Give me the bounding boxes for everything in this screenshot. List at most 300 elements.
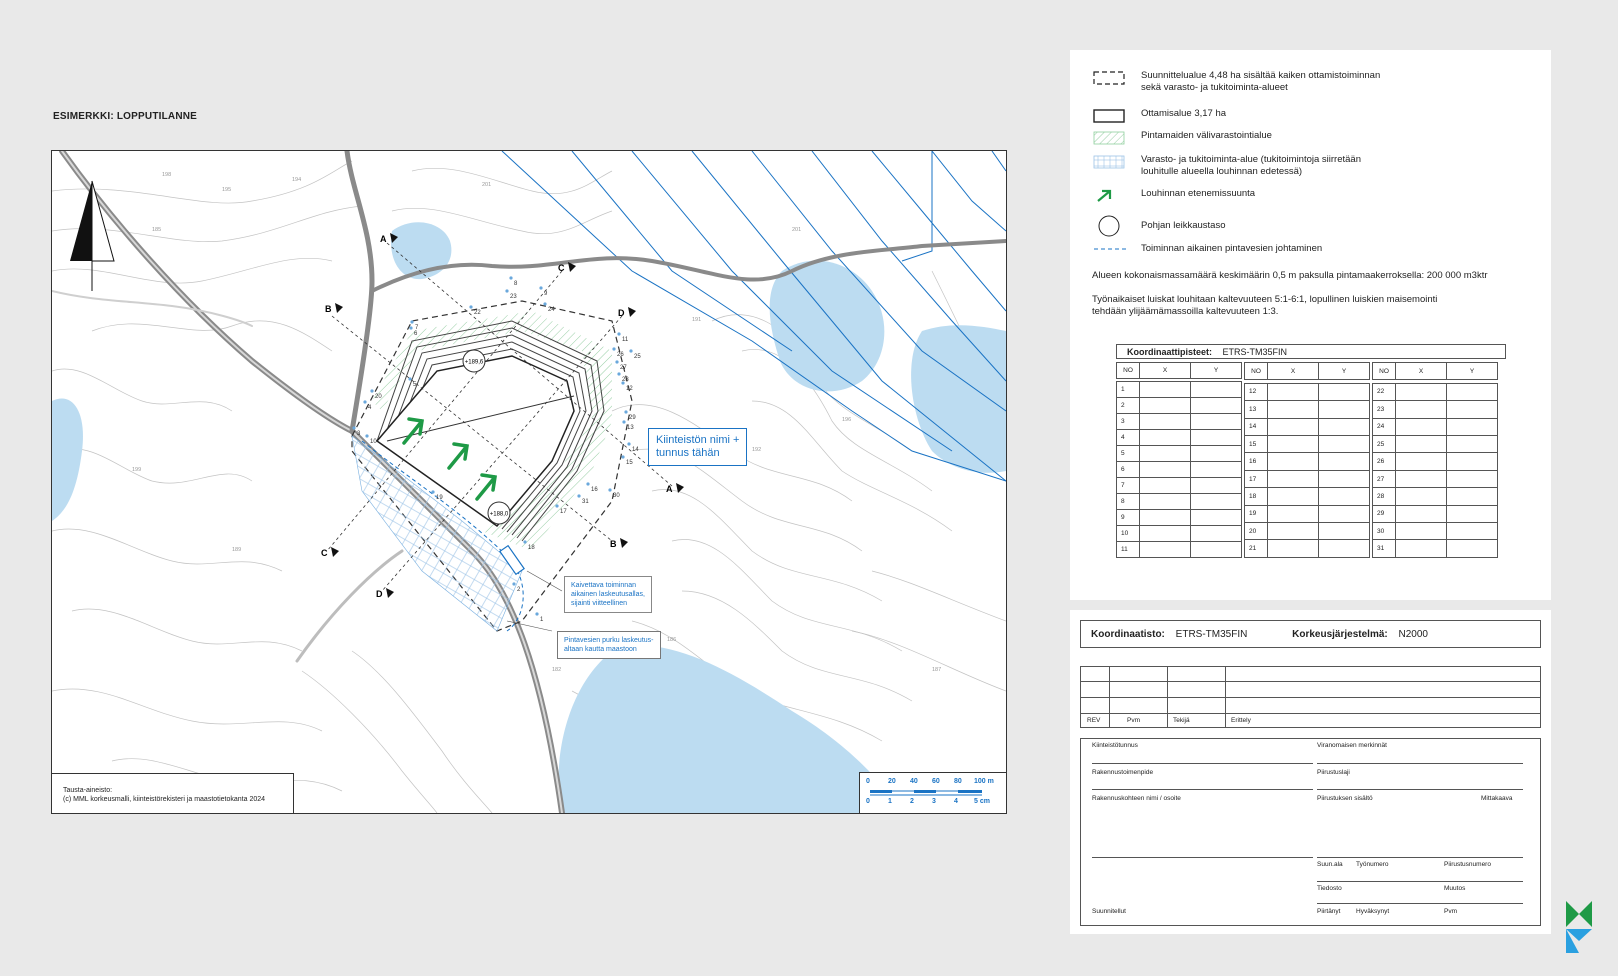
coord-row <box>1117 526 1242 542</box>
coord-header: X <box>1140 363 1191 379</box>
coord-row <box>1373 505 1498 522</box>
section-marker <box>321 547 339 558</box>
map-drawing <box>52 151 1006 813</box>
property-callout-line2: tunnus tähän <box>656 447 720 459</box>
brand-logo <box>1566 901 1592 953</box>
lake-south <box>559 646 906 813</box>
coord-row-number: 24 <box>1373 418 1396 435</box>
point-marker <box>608 488 611 491</box>
height-system-label: Korkeusjärjestelmä: <box>1292 629 1388 640</box>
coord-cell[interactable] <box>1191 494 1242 510</box>
coord-cell[interactable] <box>1319 523 1370 540</box>
coord-row <box>1245 401 1370 418</box>
scale-bar <box>859 772 1006 813</box>
coord-cell[interactable] <box>1396 540 1447 558</box>
coord-header: NO <box>1117 363 1140 379</box>
coord-row-number: 12 <box>1245 383 1268 400</box>
discharge-callout <box>557 631 661 659</box>
coord-cell[interactable] <box>1268 488 1319 505</box>
coord-cell[interactable] <box>1268 383 1319 400</box>
coord-row <box>1373 418 1498 435</box>
coord-cell[interactable] <box>1396 435 1447 452</box>
coord-row-number: 21 <box>1245 540 1268 558</box>
scale-label: 3 <box>932 798 936 805</box>
coord-cell[interactable] <box>1191 462 1242 478</box>
coord-cell[interactable] <box>1140 382 1191 398</box>
point-marker <box>509 276 512 279</box>
point-marker <box>629 349 632 352</box>
discharge-callout-line1: Pintavesien purku laskeutus- <box>564 637 654 644</box>
point-number: 22 <box>474 310 481 316</box>
coord-table-3 <box>1372 362 1498 558</box>
coord-row <box>1373 540 1498 558</box>
basin-callout-line2: aikainen laskeutusallas, <box>571 591 645 598</box>
point-number: 30 <box>613 493 620 499</box>
section-marker <box>618 307 636 318</box>
scale-label: 4 <box>954 798 958 805</box>
level-bottom-label: +188,0 <box>489 511 509 518</box>
source-label: Tausta-aineisto: <box>63 787 113 794</box>
coord-row <box>1117 398 1242 414</box>
point-number: 1 <box>540 617 544 623</box>
coord-row <box>1245 470 1370 487</box>
point-number: 25 <box>634 354 641 360</box>
coord-cell[interactable] <box>1447 540 1498 558</box>
coord-cell[interactable] <box>1447 488 1498 505</box>
scale-label: 5 cm <box>974 798 990 805</box>
coord-cell[interactable] <box>1396 470 1447 487</box>
contour-label: 182 <box>552 667 562 673</box>
scale-label: 20 <box>888 778 896 785</box>
coord-row-number: 4 <box>1117 430 1140 446</box>
coord-cell[interactable] <box>1191 446 1242 462</box>
coord-cell[interactable] <box>1268 470 1319 487</box>
point-number: 9 <box>544 291 548 297</box>
coord-row-number: 19 <box>1245 505 1268 522</box>
coord-row <box>1117 542 1242 558</box>
coord-cell[interactable] <box>1268 540 1319 558</box>
coord-cell[interactable] <box>1140 414 1191 430</box>
point-number: 12 <box>626 386 633 392</box>
coord-header: NO <box>1245 363 1268 380</box>
contour-label: 186 <box>667 637 677 643</box>
section-marker <box>376 588 394 599</box>
point-marker <box>612 347 615 350</box>
point-marker <box>627 442 630 445</box>
point-number: 15 <box>626 460 633 466</box>
contour-label: 201 <box>482 182 492 188</box>
coord-row-number: 14 <box>1245 418 1268 435</box>
work-no-label: Työnumero <box>1356 861 1389 868</box>
point-marker <box>617 372 620 375</box>
coord-row <box>1245 418 1370 435</box>
author-header: Tekijä <box>1173 717 1190 724</box>
coord-cell[interactable] <box>1268 401 1319 418</box>
coord-row-number: 11 <box>1117 542 1140 558</box>
coord-cell[interactable] <box>1447 383 1498 400</box>
coord-cell[interactable] <box>1396 505 1447 522</box>
coord-row-number: 3 <box>1117 414 1140 430</box>
point-marker <box>577 494 580 497</box>
revision-table <box>1080 666 1541 728</box>
coord-table-2 <box>1244 362 1370 558</box>
contour-label: 201 <box>792 227 802 233</box>
contour-label: 198 <box>162 172 172 178</box>
point-marker <box>615 360 618 363</box>
extraction-area-box-symbol <box>1092 108 1128 124</box>
coord-row-number: 28 <box>1373 488 1396 505</box>
coord-cell[interactable] <box>1191 510 1242 526</box>
coord-header: X <box>1268 363 1319 380</box>
point-marker <box>505 289 508 292</box>
point-marker <box>363 400 366 403</box>
property-callout <box>648 428 747 466</box>
legend-text-circle: Pohjan leikkaustaso <box>1141 220 1226 231</box>
basin-leader <box>527 571 562 591</box>
point-number: 2 <box>517 587 521 593</box>
source-text: (c) MML korkeusmalli, kiinteistörekisteri ja maastotietokanta 2024 <box>63 796 266 803</box>
scale-label: 80 <box>954 778 962 785</box>
mass-note: Alueen kokonaismassamäärä keskimäärin 0,5 m paksulla pintamaakerroksella: 200 000 m3ktr <box>1092 270 1488 281</box>
legend-panel <box>1070 50 1551 600</box>
point-marker <box>586 482 589 485</box>
slope-note-1: Työnaikaiset luiskat louhitaan kaltevuuteen 5:1-6:1, lopullinen luiskien maisemointi <box>1092 294 1438 305</box>
contour-label: 199 <box>132 467 142 473</box>
coord-row-number: 1 <box>1117 382 1140 398</box>
coord-table-title <box>1116 344 1506 359</box>
coord-cell[interactable] <box>1140 542 1191 558</box>
point-marker <box>622 420 625 423</box>
coord-cell[interactable] <box>1396 488 1447 505</box>
changes-label: Muutos <box>1444 885 1466 892</box>
coord-cell[interactable] <box>1191 526 1242 542</box>
coord-row-number: 16 <box>1245 453 1268 470</box>
section-letter: B <box>325 304 332 314</box>
coord-row <box>1117 430 1242 446</box>
coord-row-number: 23 <box>1373 401 1396 418</box>
coord-row-number: 22 <box>1373 383 1396 400</box>
title-block <box>1070 610 1551 934</box>
coord-row-number: 8 <box>1117 494 1140 510</box>
coord-row-number: 31 <box>1373 540 1396 558</box>
point-marker <box>621 455 624 458</box>
point-number: 3 <box>357 431 361 437</box>
coord-header: Y <box>1319 363 1370 380</box>
file-label: Tiedosto <box>1317 885 1342 892</box>
coord-row <box>1245 435 1370 452</box>
section-letter: D <box>376 589 383 599</box>
pvm-header: Pvm <box>1127 717 1140 724</box>
coord-row-number: 7 <box>1117 478 1140 494</box>
coord-row <box>1117 414 1242 430</box>
legend-text-topsoil: Pintamaiden välivarastointialue <box>1141 130 1272 141</box>
point-marker <box>408 377 411 380</box>
point-marker <box>370 389 373 392</box>
basin-callout-line3: sijainti viitteellinen <box>571 600 628 607</box>
coord-cell[interactable] <box>1447 523 1498 540</box>
coord-row-number: 10 <box>1117 526 1140 542</box>
storage-grid-symbol <box>1092 154 1128 170</box>
point-number: 28 <box>622 377 629 383</box>
coord-row-number: 9 <box>1117 510 1140 526</box>
coord-cell[interactable] <box>1191 382 1242 398</box>
scale-label: 60 <box>932 778 940 785</box>
coord-cell[interactable] <box>1268 505 1319 522</box>
point-number: 26 <box>617 352 624 358</box>
legend-text-drainage: Toiminnan aikainen pintavesien johtaminen <box>1141 243 1323 254</box>
drawn-label: Piirtänyt <box>1317 908 1341 915</box>
property-id-label: Kiinteistötunnus <box>1092 742 1138 749</box>
contour-label: 187 <box>932 667 942 673</box>
scale-label: Mittakaava <box>1481 795 1513 802</box>
scale-label: 1 <box>888 798 892 805</box>
section-letter: C <box>558 263 565 273</box>
blue-dashed-line-symbol <box>1092 243 1128 255</box>
height-system-value: N2000 <box>1398 629 1428 640</box>
coord-cell[interactable] <box>1191 542 1242 558</box>
point-marker <box>365 434 368 437</box>
coord-cell[interactable] <box>1319 383 1370 400</box>
coord-row <box>1373 435 1498 452</box>
coord-cell[interactable] <box>1396 401 1447 418</box>
coord-cell[interactable] <box>1396 453 1447 470</box>
coord-row-number: 17 <box>1245 470 1268 487</box>
point-number: 17 <box>560 509 567 515</box>
coord-table-1 <box>1116 362 1242 558</box>
section-letter: A <box>380 234 387 244</box>
coord-row-number: 20 <box>1245 523 1268 540</box>
point-number: 14 <box>632 447 639 453</box>
approved-label: Hyväksynyt <box>1356 908 1390 915</box>
contour-label: 185 <box>152 227 162 233</box>
coord-row-number: 15 <box>1245 435 1268 452</box>
point-number: 18 <box>528 545 535 551</box>
point-marker <box>523 540 526 543</box>
point-marker <box>410 320 413 323</box>
coord-cell[interactable] <box>1319 505 1370 522</box>
section-marker <box>325 303 343 314</box>
point-marker <box>469 305 472 308</box>
basin-callout-line1: Kaivettava toiminnan <box>571 582 636 589</box>
point-number: 13 <box>627 425 634 431</box>
coord-header: Y <box>1191 363 1242 379</box>
scale-label: 40 <box>910 778 918 785</box>
coord-cell[interactable] <box>1268 523 1319 540</box>
slope-note <box>1092 294 1542 318</box>
coord-row-number: 13 <box>1245 401 1268 418</box>
coord-row-number: 6 <box>1117 462 1140 478</box>
pond-west <box>52 398 83 521</box>
coord-cell[interactable] <box>1140 494 1191 510</box>
coord-cell[interactable] <box>1396 523 1447 540</box>
point-number: 6 <box>414 331 418 337</box>
coord-title-value: ETRS-TM35FIN <box>1222 347 1288 357</box>
coord-cell[interactable] <box>1319 435 1370 452</box>
coord-row-number: 18 <box>1245 488 1268 505</box>
page-heading: ESIMERKKI: LOPPUTILANNE <box>53 111 198 122</box>
point-number: 5 <box>413 382 417 388</box>
north-arrow <box>70 181 114 291</box>
coord-cell[interactable] <box>1447 401 1498 418</box>
coordinate-system-row <box>1080 620 1541 648</box>
coord-row <box>1117 446 1242 462</box>
property-callout-line1: Kiinteistön nimi + <box>656 434 740 446</box>
coord-row-number: 26 <box>1373 453 1396 470</box>
section-letter: A <box>666 484 673 494</box>
coord-cell[interactable] <box>1268 453 1319 470</box>
slope-note-2: tehdään ylijäämämassoilla kaltevuuteen 1:3. <box>1092 306 1279 317</box>
section-letter: B <box>610 539 617 549</box>
coord-cell[interactable] <box>1191 398 1242 414</box>
field-label: Suun.ala <box>1317 861 1343 868</box>
point-number: 31 <box>582 499 589 505</box>
section-marker <box>610 538 628 549</box>
contour-label: 192 <box>752 447 762 453</box>
coord-row <box>1245 383 1370 400</box>
point-number: 19 <box>436 495 443 501</box>
scale-label: 0 <box>866 778 870 785</box>
coord-cell[interactable] <box>1396 418 1447 435</box>
coord-cell[interactable] <box>1319 488 1370 505</box>
coord-cell[interactable] <box>1319 401 1370 418</box>
point-marker <box>431 490 434 493</box>
coord-cell[interactable] <box>1191 414 1242 430</box>
coord-row <box>1117 478 1242 494</box>
legend-text-planning-2: sekä varasto- ja tukitoiminta-alueet <box>1141 82 1288 93</box>
coord-header: X <box>1396 363 1447 380</box>
coord-cell[interactable] <box>1140 462 1191 478</box>
coord-row <box>1117 494 1242 510</box>
drawing-type-label: Piirustuslaji <box>1317 769 1350 776</box>
coord-row <box>1245 505 1370 522</box>
coord-row <box>1373 453 1498 470</box>
coord-cell[interactable] <box>1191 430 1242 446</box>
coord-row <box>1245 523 1370 540</box>
coord-row <box>1373 401 1498 418</box>
coord-cell[interactable] <box>1268 418 1319 435</box>
coord-row-number: 5 <box>1117 446 1140 462</box>
coord-system-value: ETRS-TM35FIN <box>1175 629 1248 640</box>
point-number: 4 <box>368 405 372 411</box>
point-number: 8 <box>514 281 518 287</box>
point-number: 23 <box>510 294 517 300</box>
coord-row <box>1245 540 1370 558</box>
contour-label: 195 <box>222 187 232 193</box>
legend-text-planning-1: Suunnittelualue 4,48 ha sisältää kaiken ottamistoiminnan <box>1141 70 1381 81</box>
coord-row-number: 30 <box>1373 523 1396 540</box>
point-marker <box>543 302 546 305</box>
legend-text-storage-1: Varasto- ja tukitoiminta-alue (tukitoimintoja siirretään <box>1141 154 1361 165</box>
coord-cell[interactable] <box>1140 526 1191 542</box>
coord-cell[interactable] <box>1447 435 1498 452</box>
contour-label: 191 <box>692 317 702 323</box>
point-number: 27 <box>620 365 627 371</box>
coord-row <box>1373 488 1498 505</box>
point-marker <box>555 504 558 507</box>
coord-cell[interactable] <box>1140 446 1191 462</box>
source-note <box>52 773 294 813</box>
point-number: 29 <box>629 415 636 421</box>
rev-header: REV <box>1087 717 1101 724</box>
site-map <box>51 150 1007 814</box>
coord-cell[interactable] <box>1140 478 1191 494</box>
coord-cell[interactable] <box>1447 453 1498 470</box>
basin-callout <box>564 576 652 613</box>
contour-label: 196 <box>842 417 852 423</box>
point-number: 20 <box>375 394 382 400</box>
coord-row-number: 2 <box>1117 398 1140 414</box>
circle-symbol <box>1092 214 1128 238</box>
point-number: 10 <box>370 439 377 445</box>
project-name-label: Rakennuskohteen nimi / osoite <box>1092 795 1181 802</box>
coord-row <box>1245 453 1370 470</box>
builder-label: Rakennustoimenpide <box>1092 769 1154 776</box>
designed-label: Suunnitellut <box>1092 908 1126 915</box>
coord-row <box>1373 523 1498 540</box>
coord-cell[interactable] <box>1319 453 1370 470</box>
lake-far-east <box>911 325 1006 473</box>
point-number: 11 <box>622 337 629 343</box>
coord-row-number: 29 <box>1373 505 1396 522</box>
contour-label: 189 <box>232 547 242 553</box>
discharge-leader <box>507 621 552 631</box>
contour-label: 194 <box>292 177 302 183</box>
topsoil-hatch-symbol <box>1092 130 1128 146</box>
point-marker <box>624 410 627 413</box>
date-label: Pvm <box>1444 908 1457 915</box>
coord-header: Y <box>1447 363 1498 380</box>
point-marker <box>409 326 412 329</box>
scale-label: 100 m <box>974 778 994 785</box>
authority-notes-label: Viranomaisen merkinnät <box>1317 742 1387 749</box>
coord-cell[interactable] <box>1191 478 1242 494</box>
coord-cell[interactable] <box>1447 505 1498 522</box>
legend-text-arrow: Louhinnan etenemissuunta <box>1141 188 1256 199</box>
point-marker <box>352 426 355 429</box>
coord-row-number: 27 <box>1373 470 1396 487</box>
coord-row <box>1373 383 1498 400</box>
point-number: 16 <box>591 487 598 493</box>
coord-row <box>1117 462 1242 478</box>
coord-tables <box>1116 362 1498 558</box>
coord-header: NO <box>1373 363 1396 380</box>
point-number: 7 <box>415 325 419 331</box>
coord-cell[interactable] <box>1140 430 1191 446</box>
coord-cell[interactable] <box>1140 398 1191 414</box>
coord-cell[interactable] <box>1447 418 1498 435</box>
coord-cell[interactable] <box>1319 540 1370 558</box>
coord-row <box>1373 470 1498 487</box>
coord-cell[interactable] <box>1268 435 1319 452</box>
coord-row <box>1117 382 1242 398</box>
description-header: Erittely <box>1231 717 1251 724</box>
project-info-table <box>1080 738 1541 926</box>
coord-cell[interactable] <box>1140 510 1191 526</box>
coord-system-label: Koordinaatisto: <box>1091 629 1165 640</box>
coord-cell[interactable] <box>1396 383 1447 400</box>
coord-cell[interactable] <box>1319 418 1370 435</box>
planning-area-dashed-symbol <box>1092 70 1128 86</box>
coord-row <box>1117 510 1242 526</box>
coord-cell[interactable] <box>1447 470 1498 487</box>
coord-cell[interactable] <box>1319 470 1370 487</box>
legend-text-extraction: Ottamisalue 3,17 ha <box>1141 108 1227 119</box>
scale-label: 2 <box>910 798 914 805</box>
coord-title-label: Koordinaattipisteet: <box>1127 347 1213 357</box>
green-arrow-icon <box>1092 188 1128 204</box>
coord-row-number: 25 <box>1373 435 1396 452</box>
point-marker <box>617 332 620 335</box>
